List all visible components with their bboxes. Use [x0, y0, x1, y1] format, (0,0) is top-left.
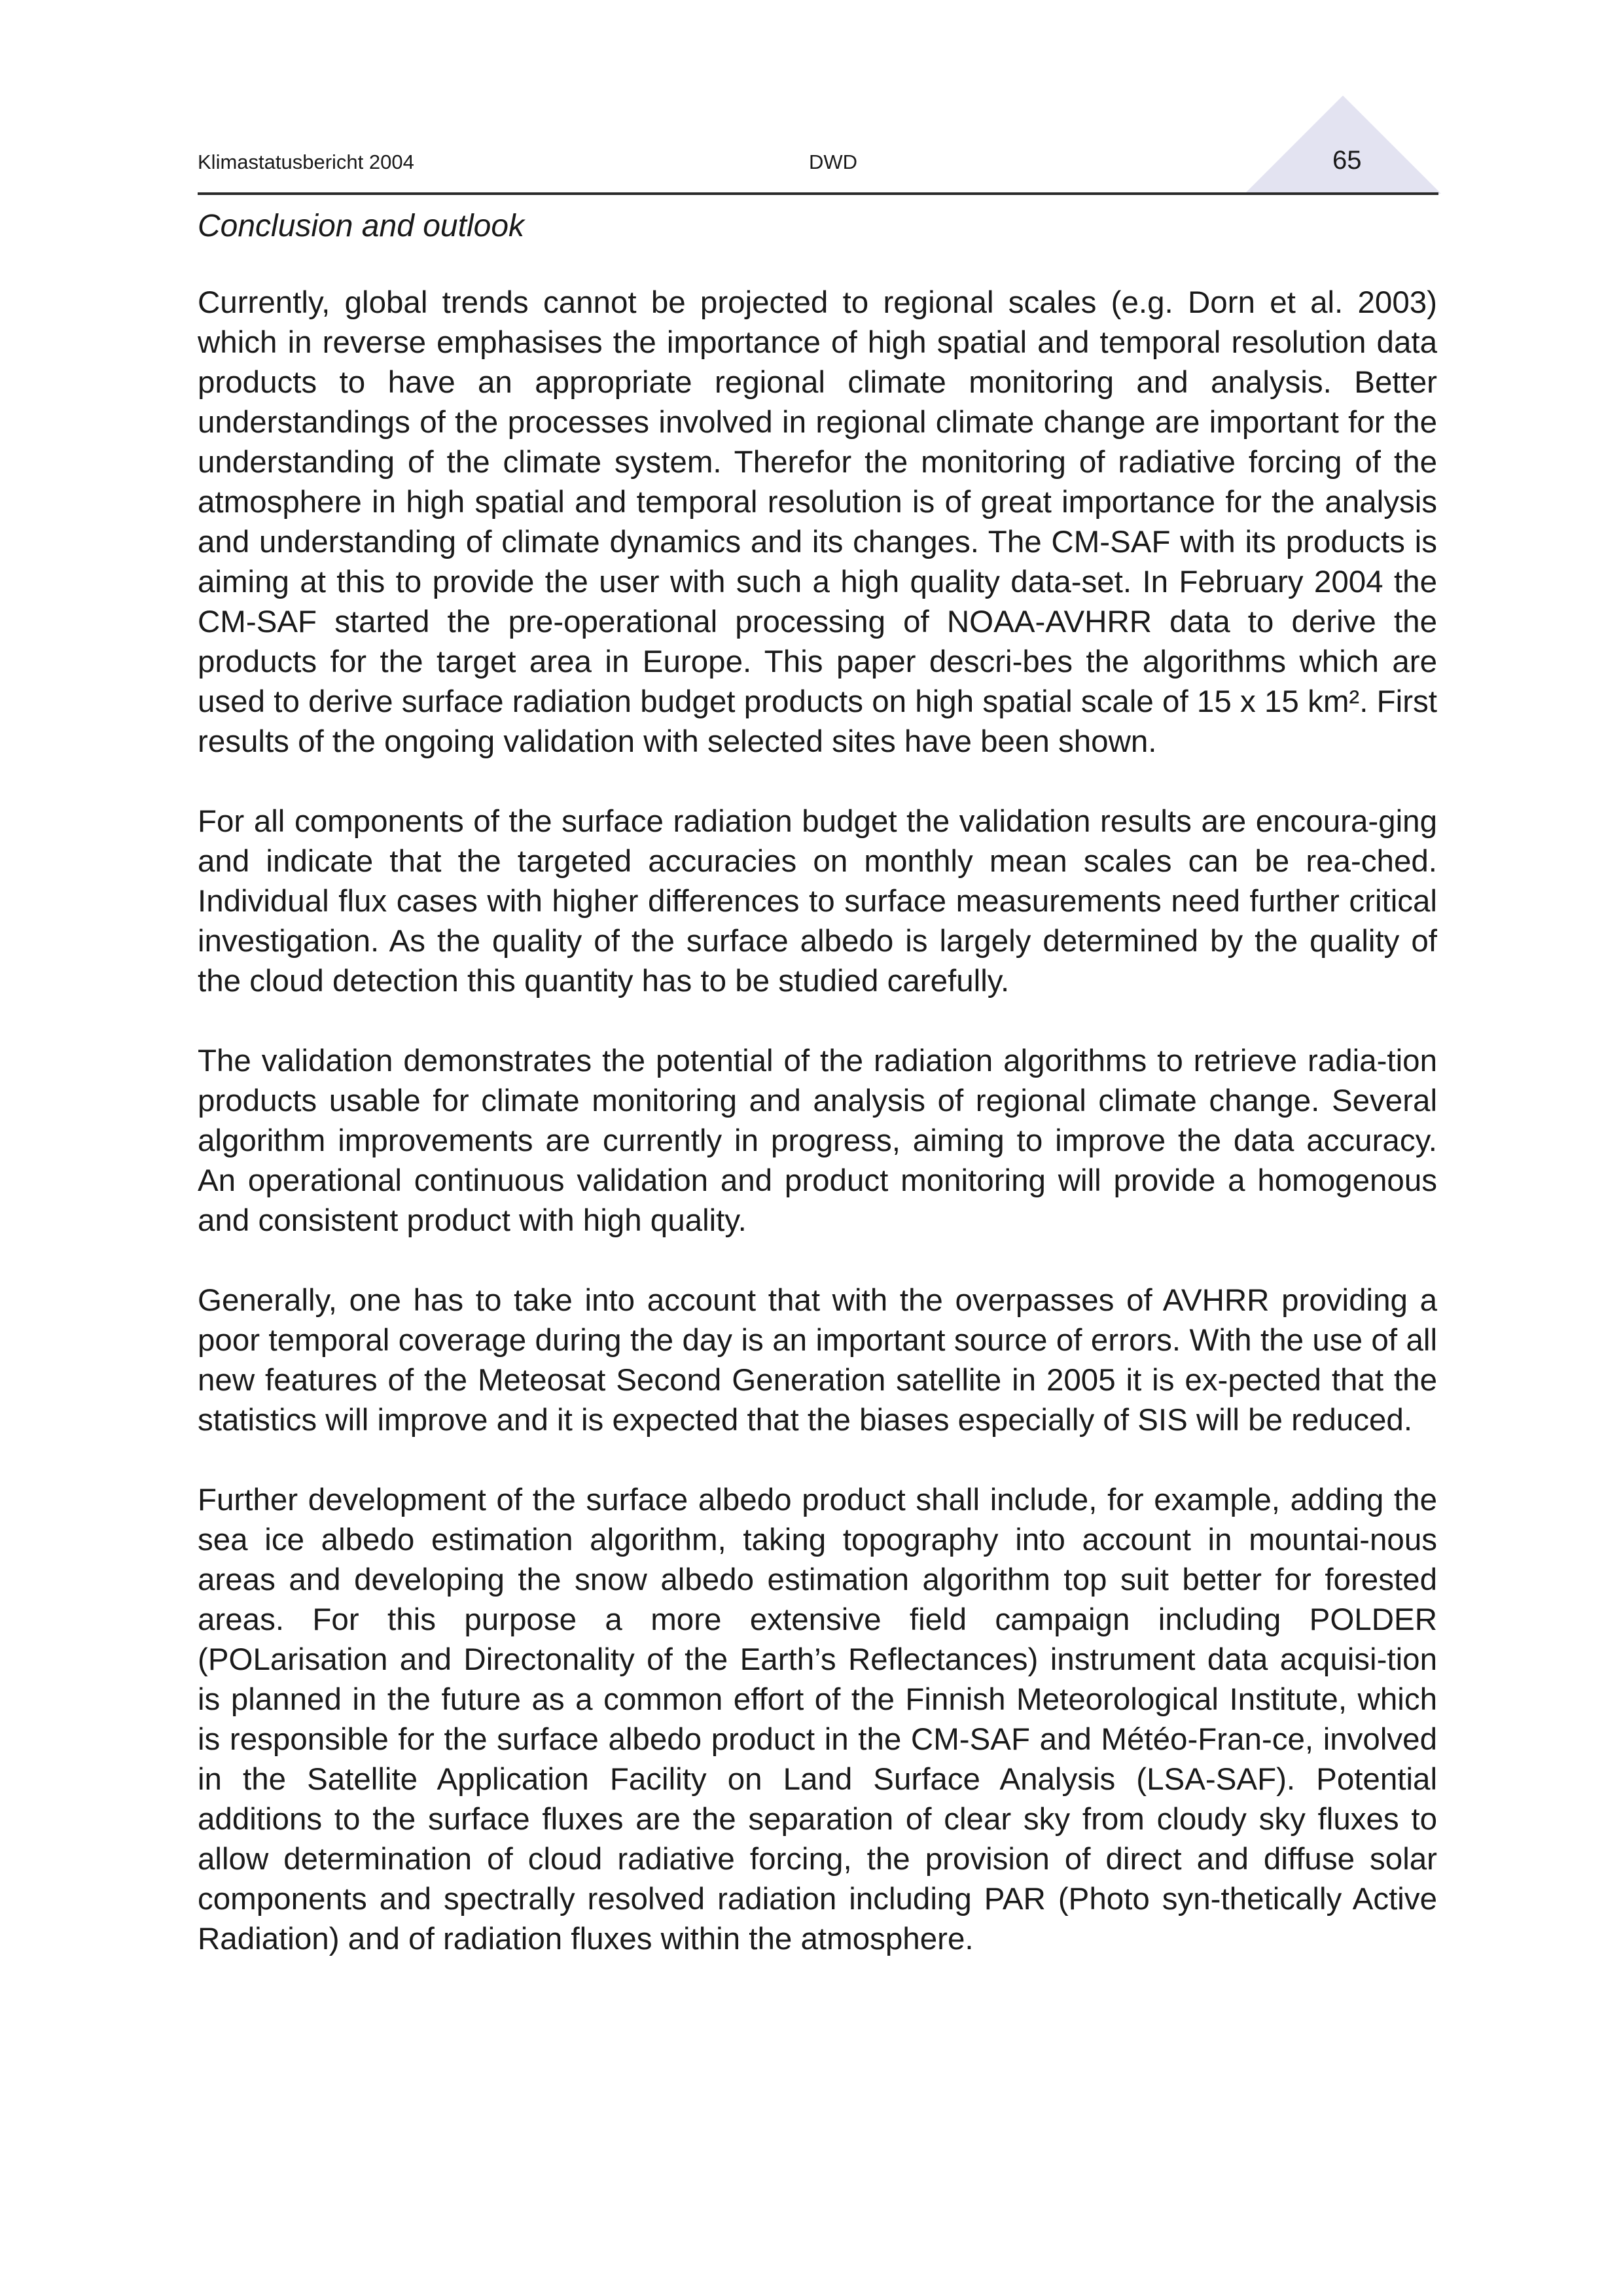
- publisher-label: DWD: [809, 150, 858, 173]
- paragraph: Currently, global trends cannot be projected to regional scales (e.g. Dorn et al. 2003) which in reverse emphasises the importance of high spatial and temporal resolution data products to have an appropriate regional climate monitoring and analysis. Better understandings of the processes involved in regional climate change are important for the understanding of the climate system. Therefor the monitoring of radiative forcing of the atmosphere in high spatial and temporal resolution is of great importance for the analysis and understanding of climate dynamics and its changes. The CM-SAF with its products is aiming at this to provide the user with such a high quality data-set. In February 2004 the CM-SAF started the pre-operational processing of NOAA-AVHRR data to derive the products for the target area in Europe. This paper descri-bes the algorithms which are used to derive surface radiation budget products on high spatial scale of 15 x 15 km². First results of the ongoing validation with selected sites have been shown.: [198, 285, 1437, 759]
- header-rule: [198, 192, 1438, 195]
- paragraph: The validation demonstrates the potential of the radiation algorithms to retrieve radia-tion products usable for climate monitoring and analysis of regional climate change. Several algorithm improvements are currently in progress, aiming to improve the data accuracy. An operational continuous validation and product monitoring will provide a homogenous and consistent product with high quality.: [198, 1044, 1437, 1238]
- page-number: 65: [1332, 146, 1362, 175]
- page-header: [198, 92, 1438, 196]
- paragraph: For all components of the surface radiation budget the validation results are encoura-ging and indicate that the targeted accuracies on monthly mean scales can be rea-ched. Individual flux cases with higher differences to surface measurements need further critical investigation. As the quality of the surface albedo is largely determined by the quality of the cloud detection this quantity has to be studied carefully.: [198, 804, 1437, 998]
- paragraph: Generally, one has to take into account that with the overpasses of AVHRR providing a poor temporal coverage during the day is an important source of errors. With the use of all new features of the Meteosat Second Generation satellite in 2005 it is ex-pected that the statistics will improve and it is expected that the biases especially of SIS will be reduced.: [198, 1283, 1437, 1438]
- report-title: Klimastatusbericht 2004: [198, 150, 414, 173]
- section-title: Conclusion and outlook: [198, 209, 525, 243]
- page-number-triangle: [1245, 92, 1441, 194]
- paragraph: Further development of the surface albedo product shall include, for example, adding the sea ice albedo estimation algorithm, taking topography into account in mountai-nous areas and developing the snow albedo estimation algorithm top suit better for forested areas. For this purpose a more extensive field campaign including POLDER (POLarisation and Directonality of the Earth’s Reflectances) instrument data acquisi-tion is planned in the future as a common effort of the Finnish Meteorological Institute, which is responsible for the surface albedo product in the CM-SAF and Météo-Fran-ce, involved in the Satellite Application Facility on Land Surface Analysis (LSA-SAF). Potential additions to the surface fluxes are the separation of clear sky from cloudy sky fluxes to allow determination of cloud radiative forcing, the provision of direct and diffuse solar components and spectrally resolved radiation including PAR (Photo syn-thetically Active Radiation) and of radiation fluxes within the atmosphere.: [198, 1483, 1437, 1956]
- body-text: [198, 283, 1437, 1999]
